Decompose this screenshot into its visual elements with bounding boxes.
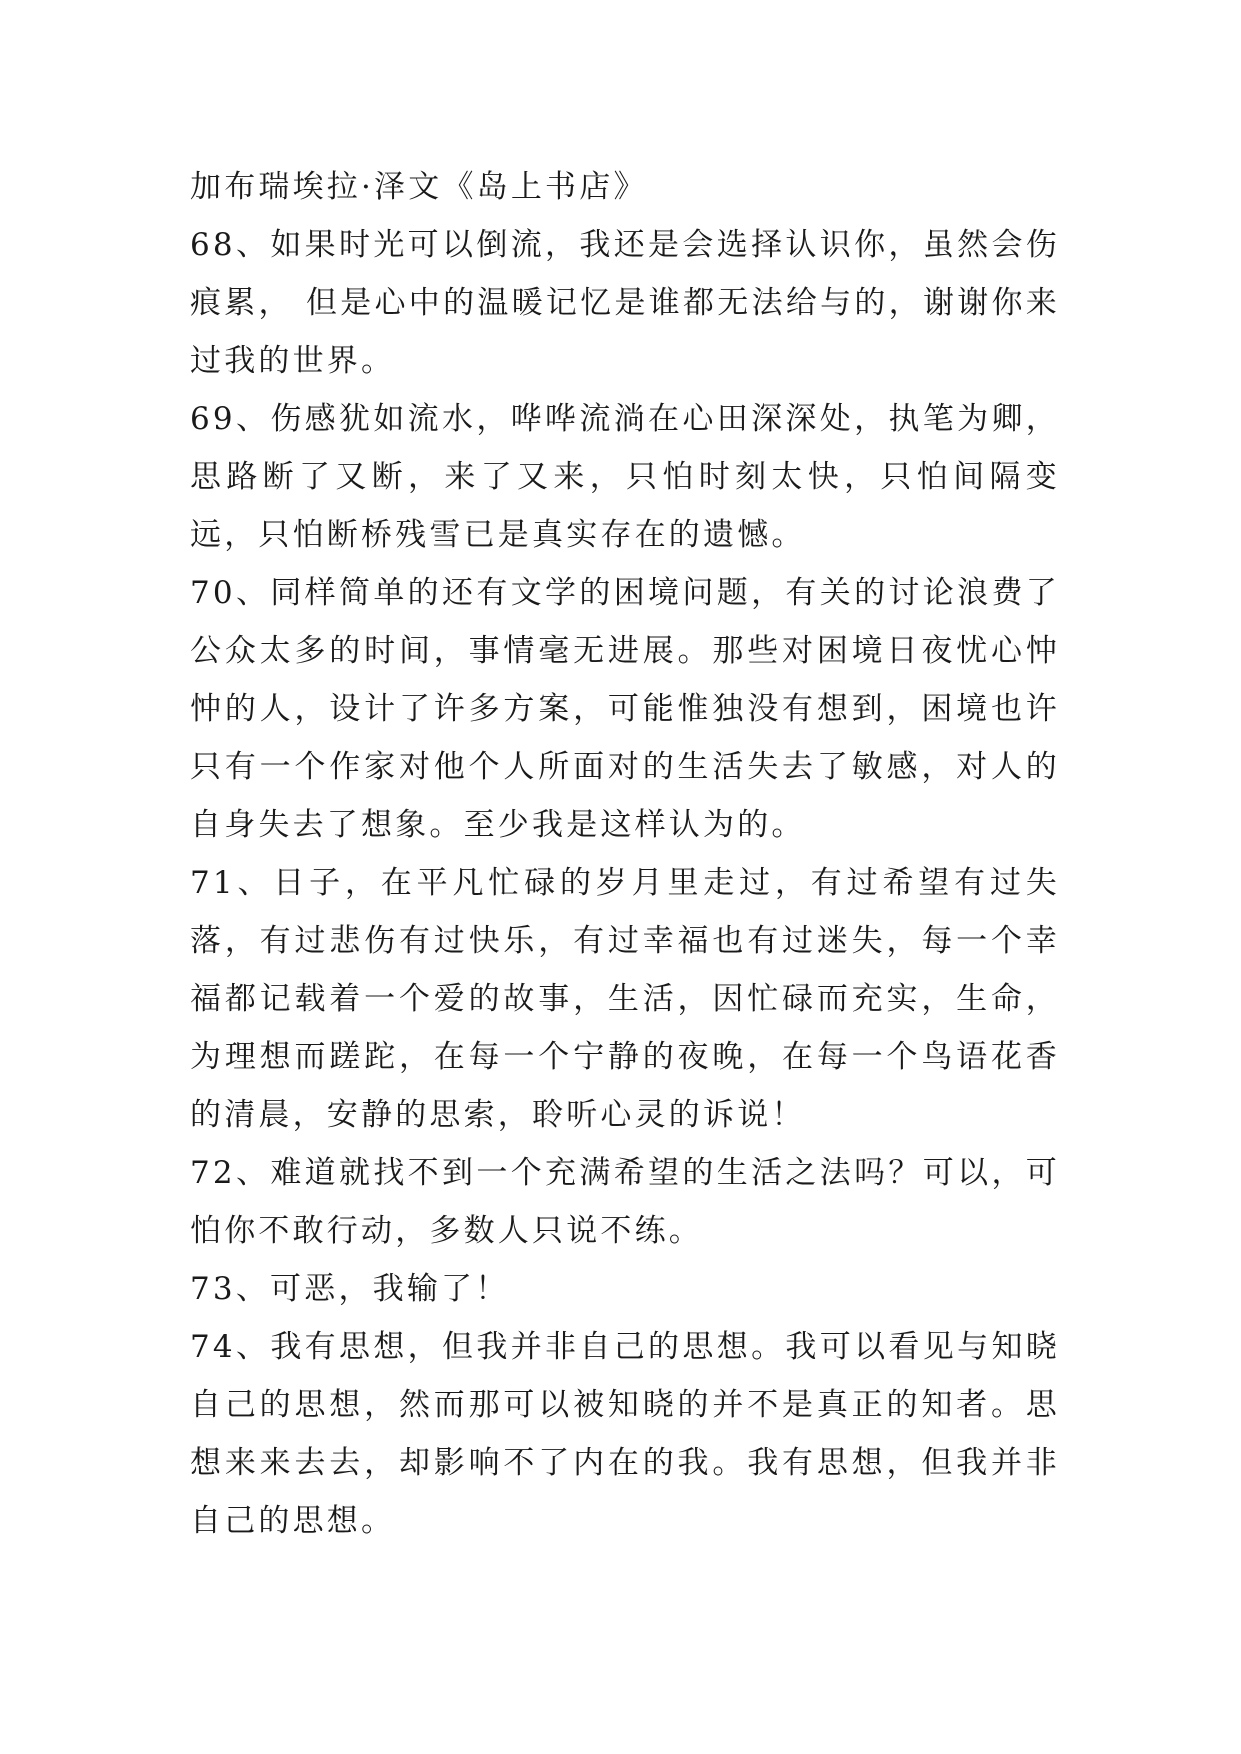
quote-item-73: 73、可恶，我输了！ [190, 1271, 510, 1307]
quote-item-68: 68、如果时光可以倒流，我还是会选择认识你，虽然会伤痕累， 但是心中的温暖记忆是谁都无法给与的，谢谢你来过我的世界。 [190, 227, 1060, 379]
quote-item-71: 71、日子，在平凡忙碌的岁月里走过，有过希望有过失落，有过悲伤有过快乐，有过幸福也有过迷失，每一个幸福都记载着一个爱的故事，生活，因忙碌而充实，生命，为理想而蹉跎，在每一个宁静的夜晚，在每一个鸟语花香的清晨，安静的思索，聆听心灵的诉说！ [190, 865, 1060, 1133]
quote-item-69: 69、伤感犹如流水，哗哗流淌在心田深深处，执笔为卿，思路断了又断，来了又来，只怕时刻太快，只怕间隔变远，只怕断桥残雪已是真实存在的遗憾。 [190, 401, 1060, 553]
document-body [190, 158, 1060, 1550]
quote-source-line: 加布瑞埃拉·泽文《岛上书店》 [190, 169, 648, 205]
quote-item-74: 74、我有思想，但我并非自己的思想。我可以看见与知晓自己的思想，然而那可以被知晓的并不是真正的知者。思想来来去去，却影响不了内在的我。我有思想，但我并非自己的思想。 [190, 1329, 1060, 1539]
quote-item-72: 72、难道就找不到一个充满希望的生活之法吗？可以，可怕你不敢行动，多数人只说不练。 [190, 1155, 1060, 1249]
quote-item-70: 70、同样简单的还有文学的困境问题，有关的讨论浪费了公众太多的时间，事情毫无进展。那些对困境日夜忧心忡忡的人，设计了许多方案，可能惟独没有想到，困境也许只有一个作家对他个人所面对的生活失去了敏感，对人的自身失去了想象。至少我是这样认为的。 [190, 575, 1060, 843]
